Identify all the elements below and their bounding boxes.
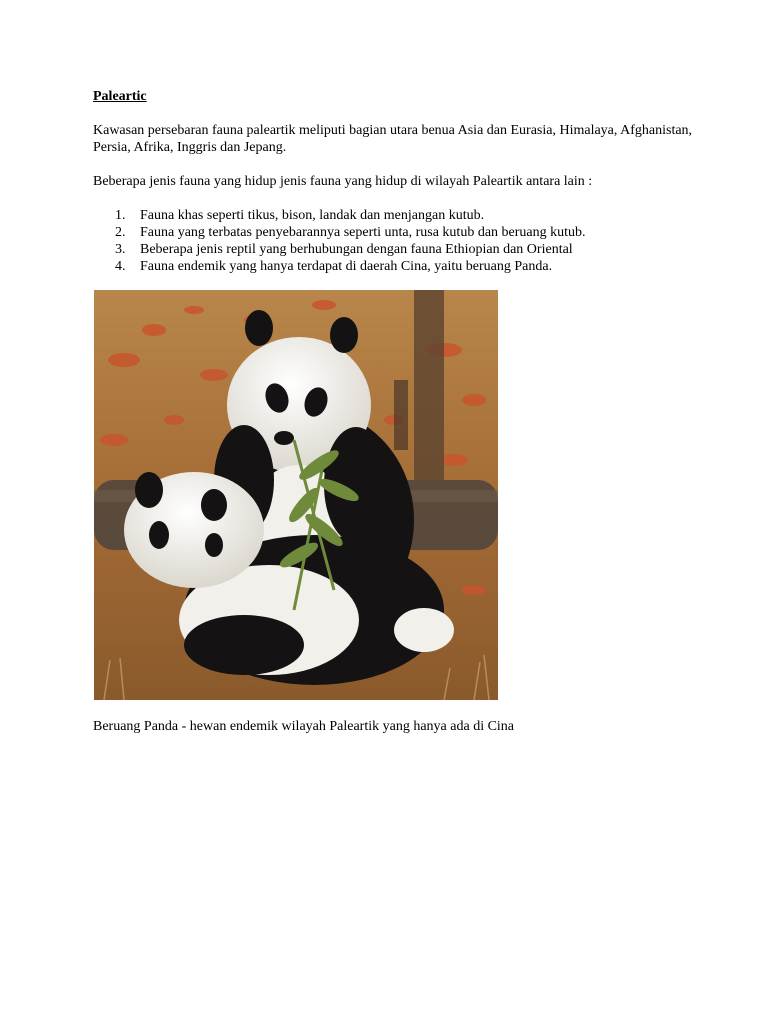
list-intro-paragraph: Beberapa jenis fauna yang hidup jenis fauna yang hidup di wilayah Paleartik antara lain : [93,174,593,189]
list-item-number: 4. [115,259,126,274]
list-item [93,207,586,224]
list-item-text: Fauna endemik yang hanya terdapat di daerah Cina, yaitu beruang Panda. [140,259,553,274]
fauna-list [93,207,586,275]
section-heading: Paleartic [93,89,147,104]
list-item [93,258,586,275]
panda-photo [94,290,498,700]
tree-trunk [414,290,444,490]
list-item-text: Fauna yang terbatas penyebarannya seperti unta, rusa kutub dan beruang kutub. [140,225,586,240]
list-item-text: Fauna khas seperti tikus, bison, landak dan menjangan kutub. [140,208,485,223]
list-item [93,224,586,241]
panda-illustration [94,290,498,700]
list-item-number: 3. [115,242,126,257]
list-item [93,241,586,258]
list-item-number: 1. [115,208,126,223]
photo-caption: Beruang Panda - hewan endemik wilayah Paleartik yang hanya ada di Cina [93,719,515,734]
intro-paragraph: Kawasan persebaran fauna paleartik meliputi bagian utara benua Asia dan Eurasia, Himalaya, Afghanistan, Persia, Afrika, Inggris dan Jepang. [93,123,693,155]
list-item-text: Beberapa jenis reptil yang berhubungan dengan fauna Ethiopian dan Oriental [140,242,573,257]
list-item-number: 2. [115,225,126,240]
